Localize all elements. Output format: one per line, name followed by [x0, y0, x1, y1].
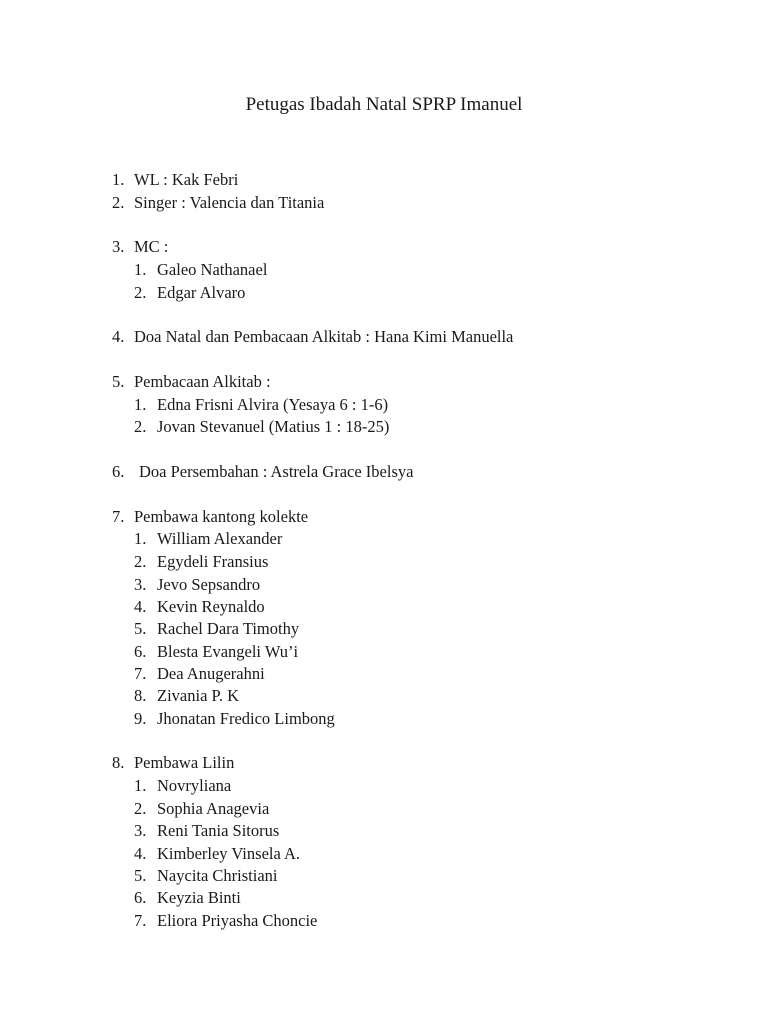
- sub-list-number: [134, 259, 146, 281]
- sub-list-item-text: Rachel Dara Timothy: [157, 619, 300, 638]
- list-item-text: Pembawa kantong kolekte: [134, 507, 309, 526]
- sub-list-number: [134, 887, 146, 909]
- sub-list-number: [134, 551, 146, 573]
- list-item-text: Doa Persembahan : Astrela Grace Ibelsya: [139, 462, 414, 481]
- sub-list-number: [134, 394, 146, 416]
- sub-list-number: [134, 798, 146, 820]
- sub-list-item-text: Jevo Sepsandro: [157, 575, 261, 594]
- list-number: [112, 236, 124, 258]
- sub-list-number: [134, 416, 146, 438]
- list-number: [112, 752, 124, 774]
- sub-list-item-text: Egydeli Fransius: [157, 552, 269, 571]
- sub-list-number: [134, 574, 146, 596]
- list-item-text: WL : Kak Febri: [134, 170, 239, 189]
- sub-list-item-text: Galeo Nathanael: [157, 260, 268, 279]
- sub-list-number: [134, 282, 146, 304]
- list-item-text: Doa Natal dan Pembacaan Alkitab : Hana Kimi Manuella: [134, 327, 514, 346]
- sub-list-item-text: Naycita Christiani: [157, 866, 278, 885]
- list-number: [112, 326, 124, 348]
- sub-list-item-text: Zivania P. K: [157, 686, 240, 705]
- sub-list-item-text: Blesta Evangeli Wu’i: [157, 642, 299, 661]
- sub-list-item-text: Edna Frisni Alvira (Yesaya 6 : 1-6): [157, 395, 389, 414]
- sub-list-item-text: Jovan Stevanuel (Matius 1 : 18-25): [157, 417, 390, 436]
- list-number: [112, 169, 124, 191]
- sub-list-item-text: Dea Anugerahni: [157, 664, 265, 683]
- list-number: [112, 371, 124, 393]
- sub-list-number: [134, 641, 146, 663]
- sub-list-number: [134, 663, 146, 685]
- sub-list-number: [134, 708, 146, 730]
- sub-list-number: [134, 843, 146, 865]
- list-item-text: Singer : Valencia dan Titania: [134, 193, 325, 212]
- sub-list-item-text: Kimberley Vinsela A.: [157, 844, 301, 863]
- list-number: [112, 192, 124, 214]
- list-item-text: Pembawa Lilin: [134, 753, 235, 772]
- sub-list-item-text: Sophia Anagevia: [157, 799, 270, 818]
- sub-list-number: [134, 910, 146, 932]
- sub-list-number: [134, 596, 146, 618]
- list-number: [112, 461, 124, 483]
- sub-list-item-text: Edgar Alvaro: [157, 283, 246, 302]
- sub-list-item-text: Kevin Reynaldo: [157, 597, 265, 616]
- sub-list-item-text: William Alexander: [157, 529, 283, 548]
- sub-list-item-text: Eliora Priyasha Choncie: [157, 911, 318, 930]
- sub-list-item-text: Jhonatan Fredico Limbong: [157, 709, 335, 728]
- sub-list-number: [134, 820, 146, 842]
- list-item-text: Pembacaan Alkitab :: [134, 372, 271, 391]
- sub-list-number: [134, 865, 146, 887]
- document-title: Petugas Ibadah Natal SPRP Imanuel: [245, 94, 523, 115]
- list-number: [112, 506, 124, 528]
- sub-list-number: [134, 528, 146, 550]
- list-item-text: MC :: [134, 237, 169, 256]
- sub-list-item-text: Reni Tania Sitorus: [157, 821, 280, 840]
- sub-list-item-text: Keyzia Binti: [157, 888, 241, 907]
- sub-list-number: [134, 685, 146, 707]
- sub-list-item-text: Novryliana: [157, 776, 232, 795]
- sub-list-number: [134, 775, 146, 797]
- sub-list-number: [134, 618, 146, 640]
